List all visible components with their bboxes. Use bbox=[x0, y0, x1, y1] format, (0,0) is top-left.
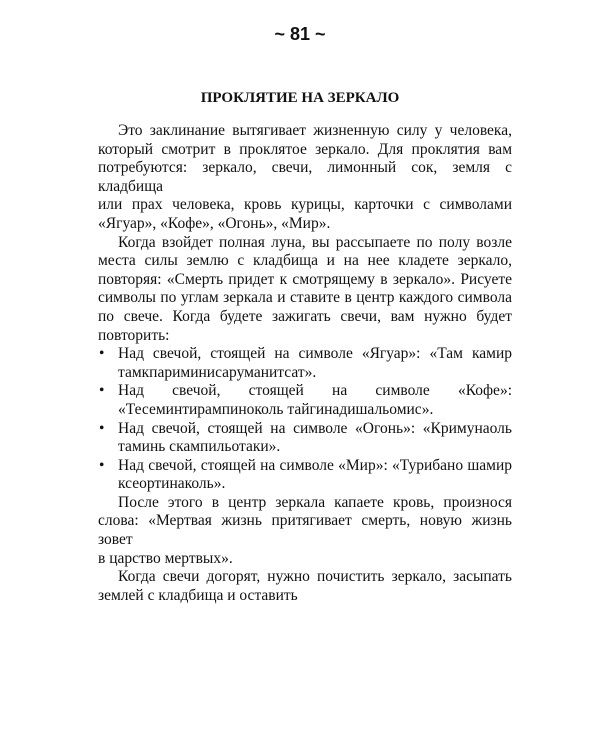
text-line: или прах человека, кровь курицы, карточки с символами bbox=[98, 196, 512, 214]
text-line: землей с кладбища и оставить bbox=[98, 586, 298, 604]
text-line: «Ягуар», «Кофе», «Огонь», «Мир». bbox=[98, 214, 331, 232]
text-line: Над свечой, стоящей на символе «Огонь»: «Кримунаоль bbox=[118, 419, 512, 437]
text-line: таминь скампильотаки». bbox=[118, 438, 281, 456]
text-line: символы по углам зеркала и ставите в центр каждого символа bbox=[98, 289, 512, 307]
chapter-title: ПРОКЛЯТИЕ НА ЗЕРКАЛО bbox=[200, 90, 400, 106]
bullet-item bbox=[98, 457, 512, 494]
text-line: Над свечой, стоящей на символе «Кофе»: bbox=[118, 382, 512, 400]
bullet-item bbox=[98, 420, 512, 457]
text-line: по свече. Когда будете зажигать свечи, вам нужно будет bbox=[98, 307, 512, 325]
bullet-icon: • bbox=[99, 419, 105, 437]
bullet-item bbox=[98, 382, 512, 419]
text-line: места силы землю с кладбища и на нее кладете зеркало, bbox=[98, 252, 512, 270]
text-line: тамкпариминисаруманитсат». bbox=[118, 363, 317, 381]
text-line: Это заклинание вытягивает жизненную силу у человека, bbox=[118, 122, 512, 139]
page-number: ~ 81 ~ bbox=[274, 24, 326, 44]
paragraph bbox=[98, 568, 512, 605]
bullet-icon: • bbox=[99, 345, 105, 363]
text-line: Когда взойдет полная луна, вы рассыпаете по полу возле bbox=[118, 233, 512, 251]
body-text bbox=[98, 122, 512, 605]
text-line: Над свечой, стоящей на символе «Мир»: «Турибано шамир bbox=[118, 456, 512, 474]
paragraph bbox=[98, 234, 512, 346]
text-line: Над свечой, стоящей на символе «Ягуар»: «Там камир bbox=[118, 345, 512, 363]
text-line: повторить: bbox=[98, 326, 170, 344]
text-line: повторяя: «Смерть придет к смотрящему в зеркало». Рисуете bbox=[98, 270, 512, 288]
text-line: потребуются: зеркало, свечи, лимонный сок, земля с кладбища bbox=[98, 159, 512, 195]
text-line: «Тесеминтирампиноколь тайгинадишальомис». bbox=[118, 400, 434, 418]
text-line: слова: «Мертвая жизнь притягивает смерть, новую жизнь зовет bbox=[98, 512, 512, 549]
text-line: в царство мертвых». bbox=[98, 549, 233, 567]
text-line: После этого в центр зеркала капаете кровь, произнося bbox=[118, 493, 512, 511]
bullet-icon: • bbox=[99, 456, 105, 474]
bullet-item bbox=[98, 345, 512, 382]
text-line: ксеортинаколь». bbox=[118, 475, 226, 493]
text-line: Когда свечи догорят, нужно почистить зеркало, засыпать bbox=[118, 568, 512, 586]
bullet-icon: • bbox=[99, 382, 105, 400]
text-line: который смотрит в проклятое зеркало. Для проклятия вам bbox=[98, 140, 512, 158]
paragraph bbox=[98, 494, 512, 568]
paragraph bbox=[98, 122, 512, 234]
